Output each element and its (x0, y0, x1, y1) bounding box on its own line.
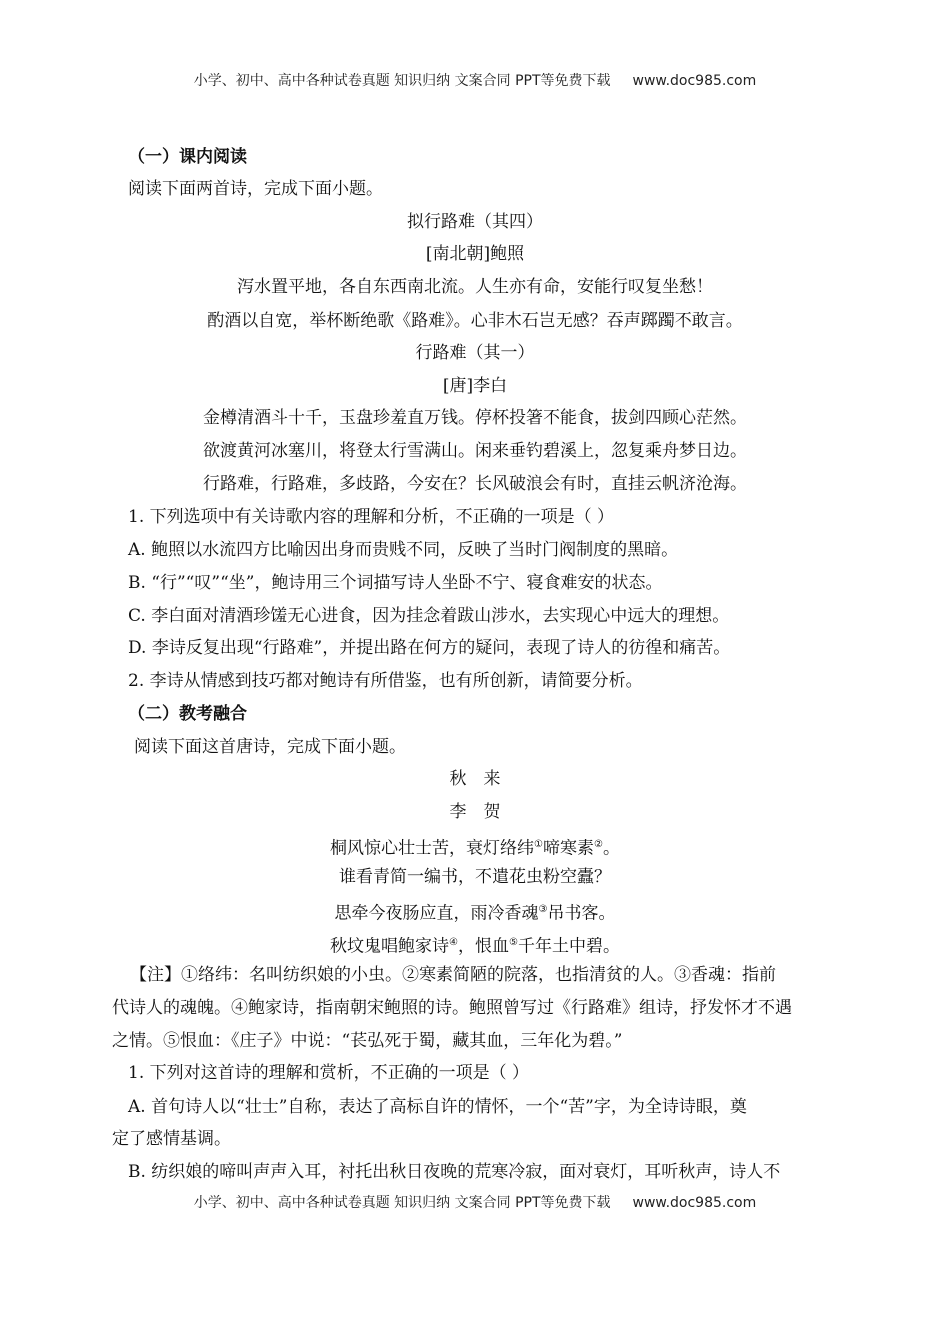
question-2-1: 1. 下列对这首诗的理解和赏析，不正确的一项是（ ） (128, 1063, 530, 1083)
poem3-title: 秋 来 (449, 769, 501, 789)
page-header (0, 70, 950, 90)
option-b: B. “行”“叹”“坐”，鲍诗用三个词描写诗人坐卧不宁、寝食难安的状态。 (128, 573, 663, 593)
text: 秋坟鬼唱鲍家诗 (330, 936, 450, 957)
poem3-author: 李 贺 (449, 802, 501, 822)
option-a: A. 鲍照以水流四方比喻因出身而贵贱不同，反映了当时门阀制度的黑暗。 (128, 540, 679, 560)
note-line: 【注】①络纬：名叫纺织娘的小虫。②寒素简陋的院落，也指清贫的人。③香魂：指前 (130, 965, 776, 985)
footer-url[interactable]: www.doc985.com (632, 1195, 757, 1211)
section1-intro: 阅读下面两首诗，完成下面小题。 (128, 179, 383, 199)
poem2-line: 欲渡黄河冰塞川，将登太行雪满山。闲来垂钓碧溪上，忽复乘舟梦日边。 (203, 441, 747, 461)
section2-heading: （二）教考融合 (128, 704, 247, 724)
poem2-author: [唐]李白 (442, 376, 508, 396)
poem3-line-2: 谁看青简一编书，不遣花虫粉空蠹？ (339, 867, 611, 887)
poem2-line: 行路难，行路难，多歧路，今安在？长风破浪会有时，直挂云帆济沧海。 (203, 474, 747, 494)
header-text: 小学、初中、高中各种试卷真题 知识归纳 文案合同 PPT等免费下载 (193, 73, 611, 89)
poem1-line: 酌酒以自宽，举杯断绝歌《路难》。心非木石岂无感？吞声踯躅不敢言。 (207, 311, 743, 331)
page-footer (0, 1192, 950, 1212)
option-c: C. 李白面对清酒珍馐无心进食，因为挂念着跋山涉水，去实现心中远大的理想。 (128, 606, 730, 626)
note-line: 代诗人的魂魄。④鲍家诗，指南朝宋鲍照的诗。鲍照曾写过《行路难》组诗，抒发怀才不遇 (112, 998, 792, 1018)
poem1-author: [南北朝]鲍照 (425, 244, 525, 264)
note-line: 之情。⑤恨血：《庄子》中说：“苌弘死于蜀，藏其血，三年化为碧。” (112, 1031, 623, 1051)
poem2-title: 行路难（其一） (415, 343, 535, 363)
text: 吊书客。 (547, 903, 616, 924)
option-a-line: 定了感情基调。 (112, 1129, 231, 1149)
footnote-mark: ④ (449, 937, 458, 948)
option-b-line: B. 纺织娘的啼叫声声入耳，衬托出秋日夜晚的荒寒冷寂，面对衰灯，耳听秋声，诗人不 (128, 1162, 781, 1182)
poem1-line: 泻水置平地，各自东西南北流。人生亦有命，安能行叹复坐愁！ (237, 277, 713, 297)
footnote-mark: ① (534, 839, 543, 850)
footnote-mark: ⑤ (509, 937, 518, 948)
header-url[interactable]: www.doc985.com (632, 73, 757, 89)
text: 思牵今夜肠应直，雨冷香魂 (334, 903, 539, 924)
question-2: 2. 李诗从情感到技巧都对鲍诗有所借鉴，也有所创新，请简要分析。 (128, 671, 643, 691)
text: 啼寒素 (543, 838, 594, 859)
text: 千年土中碧。 (517, 936, 620, 957)
poem1-title: 拟行路难（其四） (407, 212, 543, 232)
poem3-line-4 (0, 932, 950, 958)
text: 桐风惊心壮士苦，衰灯络纬 (330, 838, 535, 859)
poem3-line-1 (0, 834, 950, 860)
option-a-line: A. 首句诗人以“壮士”自称，表达了高标自许的情怀，一个“苦”字，为全诗诗眼，奠 (128, 1097, 747, 1117)
footnote-mark: ③ (538, 904, 548, 915)
text: ，恨血 (458, 936, 509, 957)
section1-heading: （一）课内阅读 (128, 147, 247, 167)
section2-intro: 阅读下面这首唐诗，完成下面小题。 (134, 737, 406, 757)
footnote-mark: ② (594, 839, 603, 850)
question-1: 1. 下列选项中有关诗歌内容的理解和分析，不正确的一项是（ ） (128, 507, 615, 527)
poem2-line: 金樽清酒斗十千，玉盘珍羞直万钱。停杯投箸不能食，拔剑四顾心茫然。 (203, 408, 747, 428)
text: 。 (602, 838, 620, 859)
poem3-line-3 (0, 899, 950, 925)
option-d: D. 李诗反复出现“行路难”，并提出路在何方的疑问，表现了诗人的彷徨和痛苦。 (128, 638, 731, 658)
footer-text: 小学、初中、高中各种试卷真题 知识归纳 文案合同 PPT等免费下载 (193, 1195, 611, 1211)
